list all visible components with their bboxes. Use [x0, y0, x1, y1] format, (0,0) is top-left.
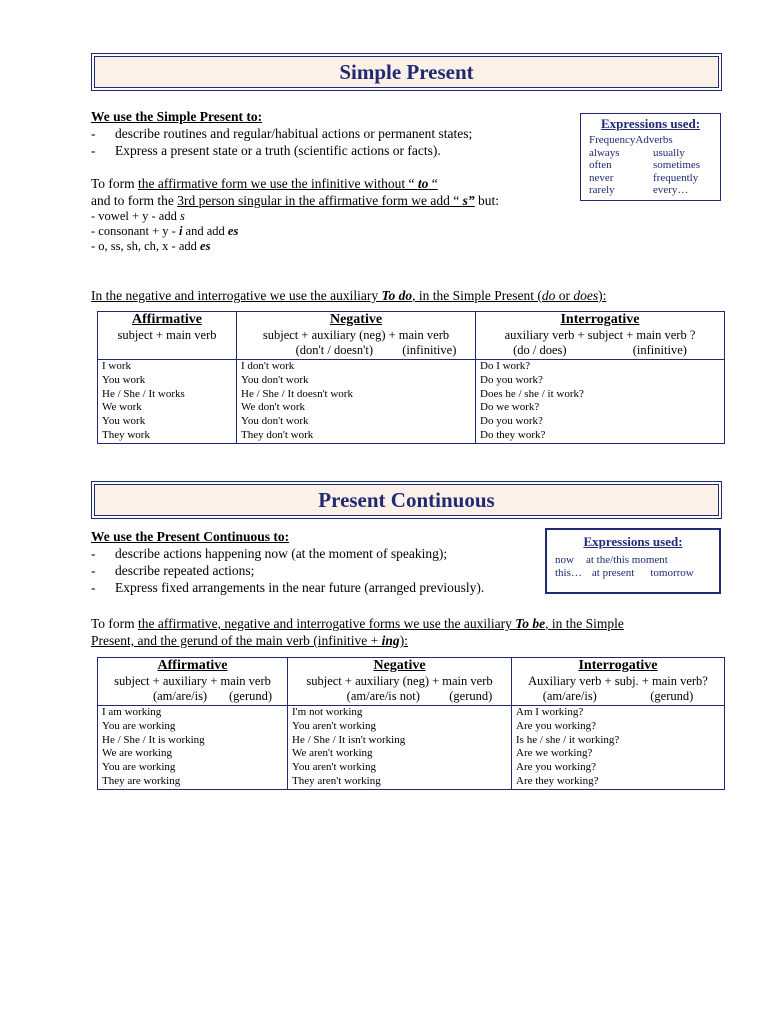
table-row: You don't work: [241, 373, 309, 386]
table-row: You aren't working: [292, 719, 376, 732]
table-row: You work: [102, 373, 146, 386]
simple-present-table: [97, 311, 725, 444]
table-row: Do I work?: [480, 360, 531, 372]
expr-item: every…: [653, 184, 689, 196]
table-row: Do they work?: [480, 428, 546, 441]
table-formula-row: [98, 328, 725, 360]
expr-item: rarely: [589, 184, 615, 196]
interrogative-forms: [512, 706, 725, 790]
table-row: We work: [102, 401, 142, 414]
table-row: Are they working?: [516, 774, 599, 787]
expr-item: sometimes: [653, 159, 701, 171]
sp-expressions-list: [589, 134, 712, 197]
table-row: He / She / It works: [102, 387, 185, 400]
table-row: We aren't working: [292, 747, 373, 760]
table-conjugation-row: [98, 360, 725, 444]
expr-item: usually: [653, 146, 685, 159]
table-row: Do you work?: [480, 415, 543, 428]
formula-negative: subject + auxiliary (neg) + main verb (don't / doesn't) (infinitive): [237, 328, 476, 360]
table-header-row: [98, 312, 725, 329]
sp-use-item-2: - Express a present state or a truth (scientific actions or facts).: [91, 143, 441, 158]
expr-item: this…: [555, 567, 582, 579]
pc-form-line-1: To form the affirmative, negative and interrogative forms we use the auxiliary To be, in the Simple: [91, 616, 624, 631]
table-row: They aren't working: [292, 774, 381, 787]
table-row: I'm not working: [292, 706, 363, 718]
table-row: You are working: [102, 761, 176, 774]
sp-form-line-1: To form the affirmative form we use the infinitive without “ to “: [91, 176, 438, 191]
pc-expressions-row-2: [555, 567, 711, 580]
table-row: Are you working?: [516, 719, 597, 732]
table-row: They don't work: [241, 428, 314, 441]
sp-rule-2: - consonant + y - i and add es: [91, 224, 239, 238]
formula-affirmative: subject + auxiliary + main verb (am/are/is) (gerund): [98, 674, 288, 706]
affirmative-forms: [98, 706, 288, 790]
table-row: Is he / she / it working?: [516, 733, 620, 746]
table-row: I don't work: [241, 360, 295, 372]
table-header-row: [98, 658, 725, 675]
header-negative: Negative: [237, 312, 476, 329]
expr-item: tomorrow: [650, 567, 694, 579]
formula-interrogative: auxiliary verb + subject + main verb ? (do / does) (infinitive): [476, 328, 725, 360]
interrogative-forms: [476, 360, 725, 444]
expr-item: at the/this moment: [585, 554, 668, 566]
sp-use-item-1: - describe routines and regular/habitual actions or permanent states;: [91, 126, 473, 141]
pc-use-item-2: - describe repeated actions;: [91, 563, 255, 578]
simple-present-title: Simple Present: [94, 56, 719, 88]
sp-rule-1: - vowel + y - add s: [91, 209, 185, 223]
sp-rule-3: - o, ss, sh, ch, x - add es: [91, 239, 211, 253]
pc-expressions-row-1: [555, 554, 711, 567]
sp-form-line-2: and to form the 3rd person singular in the affirmative form we add “ s” but:: [91, 193, 500, 208]
pc-use-heading: We use the Present Continuous to:: [91, 529, 290, 544]
table-row: He / She / It isn't working: [292, 733, 406, 746]
table-row: They are working: [102, 774, 181, 787]
present-continuous-title-box: [91, 481, 722, 519]
expr-item: frequently: [653, 171, 699, 184]
table-row: Do we work?: [480, 401, 540, 414]
table-row: You aren't working: [292, 761, 376, 774]
sp-expressions-box: [580, 113, 721, 201]
table-row: You work: [102, 415, 146, 428]
expr-item: FrequencyAdverbs: [589, 134, 673, 146]
formula-negative: subject + auxiliary (neg) + main verb (am/are/is not) (gerund): [288, 674, 512, 706]
sp-aux-line: In the negative and interrogative we use the auxiliary To do, in the Simple Present (do or does):: [91, 288, 607, 303]
expr-item: never: [589, 171, 614, 184]
pc-use-item-3: - Express fixed arrangements in the near future (arranged previously).: [91, 580, 485, 595]
table-row: Does he / she / it work?: [480, 387, 584, 400]
affirmative-forms: [98, 360, 237, 444]
header-affirmative: Affirmative: [98, 312, 237, 329]
pc-expressions-box: [545, 528, 721, 594]
table-row: You are working: [102, 719, 176, 732]
table-row: Are we working?: [516, 747, 593, 760]
present-continuous-title: Present Continuous: [94, 484, 719, 516]
negative-forms: [237, 360, 476, 444]
header-interrogative: Interrogative: [476, 312, 725, 329]
table-row: I am working: [102, 706, 162, 718]
table-row: Am I working?: [516, 706, 584, 718]
expr-item: now: [555, 554, 574, 566]
table-row: We don't work: [241, 401, 306, 414]
pc-form-line-2: Present, and the gerund of the main verb (infinitive + ing):: [91, 633, 408, 648]
table-conjugation-row: [98, 706, 725, 790]
formula-interrogative: Auxiliary verb + subj. + main verb? (am/are/is) (gerund): [512, 674, 725, 706]
negative-forms: [288, 706, 512, 790]
formula-affirmative: subject + main verb: [98, 328, 237, 360]
expr-item: always: [589, 146, 620, 159]
table-row: You don't work: [241, 415, 309, 428]
table-row: Do you work?: [480, 373, 543, 386]
present-continuous-table: [97, 657, 725, 790]
table-row: They work: [102, 428, 150, 441]
header-affirmative: Affirmative: [98, 658, 288, 675]
sp-expressions-title: Expressions used:: [600, 116, 701, 131]
table-row: I work: [102, 360, 132, 372]
pc-use-item-1: - describe actions happening now (at the moment of speaking);: [91, 546, 448, 561]
table-row: We are working: [102, 747, 172, 760]
expr-item: [653, 134, 712, 147]
table-row: He / She / It doesn't work: [241, 387, 353, 400]
expr-item: often: [589, 159, 612, 171]
table-row: Are you working?: [516, 761, 597, 774]
table-formula-row: [98, 674, 725, 706]
header-interrogative: Interrogative: [512, 658, 725, 675]
pc-expressions-title: Expressions used:: [583, 534, 683, 549]
expr-item: at present: [591, 567, 635, 579]
simple-present-title-box: [91, 53, 722, 91]
table-row: He / She / It is working: [102, 733, 205, 746]
sp-use-heading: We use the Simple Present to:: [91, 109, 263, 124]
header-negative: Negative: [288, 658, 512, 675]
